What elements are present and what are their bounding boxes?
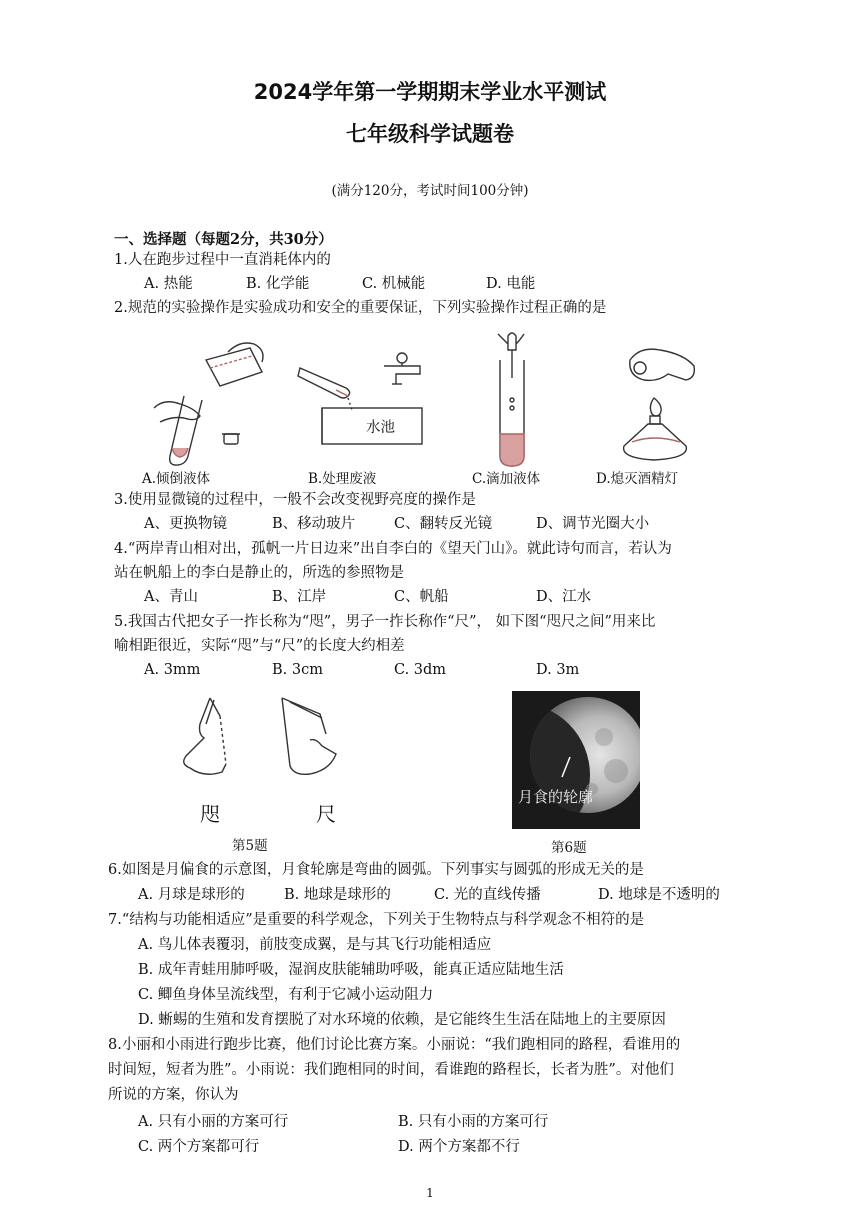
q7-option-b: B. 成年青蛙用肺呼吸，湿润皮肤能辅助呼吸，能真正适应陆地生活 — [138, 962, 564, 978]
q5-option-a: A. 3mm — [144, 662, 201, 678]
q7-stem: 7.“结构与功能相适应”是重要的科学观念，下列关于生物特点与科学观念不相符的是 — [108, 912, 645, 928]
q8-stem-line2: 时间短，短者为胜”。小雨说：我们跑相同的时间，看谁跑的路程长，长者为胜”。对他们 — [108, 1062, 674, 1078]
q5-figure-caption: 第5题 — [232, 838, 268, 854]
hand-label-chi: 尺 — [316, 802, 336, 826]
hand-span-figure — [170, 694, 370, 798]
q4-stem-line1: 4.“两岸青山相对出，孤帆一片日边来”出自李白的《望天门山》。就此诗句而言，若认为 — [114, 541, 672, 557]
q3-option-c: C、翻转反光镜 — [394, 516, 493, 532]
q8-option-d: D. 两个方案都不行 — [398, 1139, 520, 1155]
q4-option-d: D、江水 — [536, 589, 592, 605]
q3-option-d: D、调节光圈大小 — [536, 516, 650, 532]
q6-option-d: D. 地球是不透明的 — [598, 887, 720, 903]
q1-option-a: A. 热能 — [144, 276, 193, 292]
q1-stem: 1.人在跑步过程中一直消耗体内的 — [114, 252, 331, 268]
q1-option-b: B. 化学能 — [246, 276, 310, 292]
moon-outline-label: 月食的轮廓 — [518, 788, 594, 806]
q4-option-c: C、帆船 — [394, 589, 449, 605]
lunar-eclipse-photo — [512, 691, 640, 829]
q8-option-a: A. 只有小丽的方案可行 — [138, 1114, 289, 1130]
q6-option-a: A. 月球是球形的 — [138, 887, 245, 903]
q7-option-c: C. 鲫鱼身体呈流线型，有利于它减小运动阻力 — [138, 987, 434, 1003]
page-number: 1 — [426, 1186, 434, 1200]
q4-option-a: A、青山 — [144, 589, 198, 605]
sink-label: 水池 — [366, 420, 395, 436]
page-subtitle: 七年级科学试题卷 — [346, 122, 514, 146]
q1-option-c: C. 机械能 — [362, 276, 426, 292]
fig-a-caption: A.倾倒液体 — [142, 471, 211, 487]
waste-liquid-figure — [296, 350, 431, 450]
q6-figure-caption: 第6题 — [551, 840, 587, 856]
q3-option-b: B、移动玻片 — [272, 516, 356, 532]
q7-option-a: A. 鸟儿体表覆羽，前肢变成翼，是与其飞行功能相适应 — [138, 937, 492, 953]
q4-option-b: B、江岸 — [272, 589, 327, 605]
q8-option-c: C. 两个方案都可行 — [138, 1139, 260, 1155]
q8-option-b: B. 只有小雨的方案可行 — [398, 1114, 549, 1130]
hand-label-zhi: 咫 — [200, 802, 220, 826]
dropping-liquid-figure — [490, 330, 550, 470]
fig-d-caption: D.熄灭酒精灯 — [596, 471, 679, 487]
q4-stem-line2: 站在帆船上的李白是静止的，所选的参照物是 — [114, 565, 404, 581]
q5-option-b: B. 3cm — [272, 662, 323, 678]
q8-stem-line3: 所说的方案，你认为 — [108, 1087, 239, 1103]
q5-stem-line1: 5.我国古代把女子一拃长称为“咫”，男子一拃长称作“尺”， 如下图“咫尺之间”用来比 — [114, 614, 656, 630]
q5-option-c: C. 3dm — [394, 662, 447, 678]
fig-c-caption: C.滴加液体 — [472, 471, 541, 487]
q3-stem: 3.使用显微镜的过程中，一般不会改变视野亮度的操作是 — [114, 492, 476, 508]
alcohol-lamp-figure — [600, 342, 710, 464]
section-heading: 一、选择题（每题2分，共30分） — [114, 231, 333, 248]
page-title: 2024学年第一学期期末学业水平测试 — [253, 80, 607, 104]
q1-option-d: D. 电能 — [486, 276, 536, 292]
q6-stem: 6.如图是月偏食的示意图，月食轮廓是弯曲的圆弧。下列事实与圆弧的形成无关的是 — [108, 862, 644, 878]
exam-info: (满分120分，考试时间100分钟) — [331, 183, 529, 199]
q5-stem-line2: 喻相距很近，实际“咫”与“尺”的长度大约相差 — [114, 638, 405, 654]
q8-stem-line1: 8.小丽和小雨进行跑步比赛，他们讨论比赛方案。小丽说：“我们跑相同的路程，看谁用的 — [108, 1037, 681, 1053]
q3-option-a: A、更换物镜 — [144, 516, 227, 532]
fig-b-caption: B.处理废液 — [308, 471, 377, 487]
q5-option-d: D. 3m — [536, 662, 580, 678]
pouring-liquid-figure — [150, 338, 280, 468]
q6-option-b: B. 地球是球形的 — [284, 887, 391, 903]
q6-option-c: C. 光的直线传播 — [434, 887, 541, 903]
q2-stem: 2.规范的实验操作是实验成功和安全的重要保证，下列实验操作过程正确的是 — [114, 300, 607, 316]
q7-option-d: D. 蜥蜴的生殖和发育摆脱了对水环境的依赖，是它能终生生活在陆地上的主要原因 — [138, 1012, 666, 1028]
